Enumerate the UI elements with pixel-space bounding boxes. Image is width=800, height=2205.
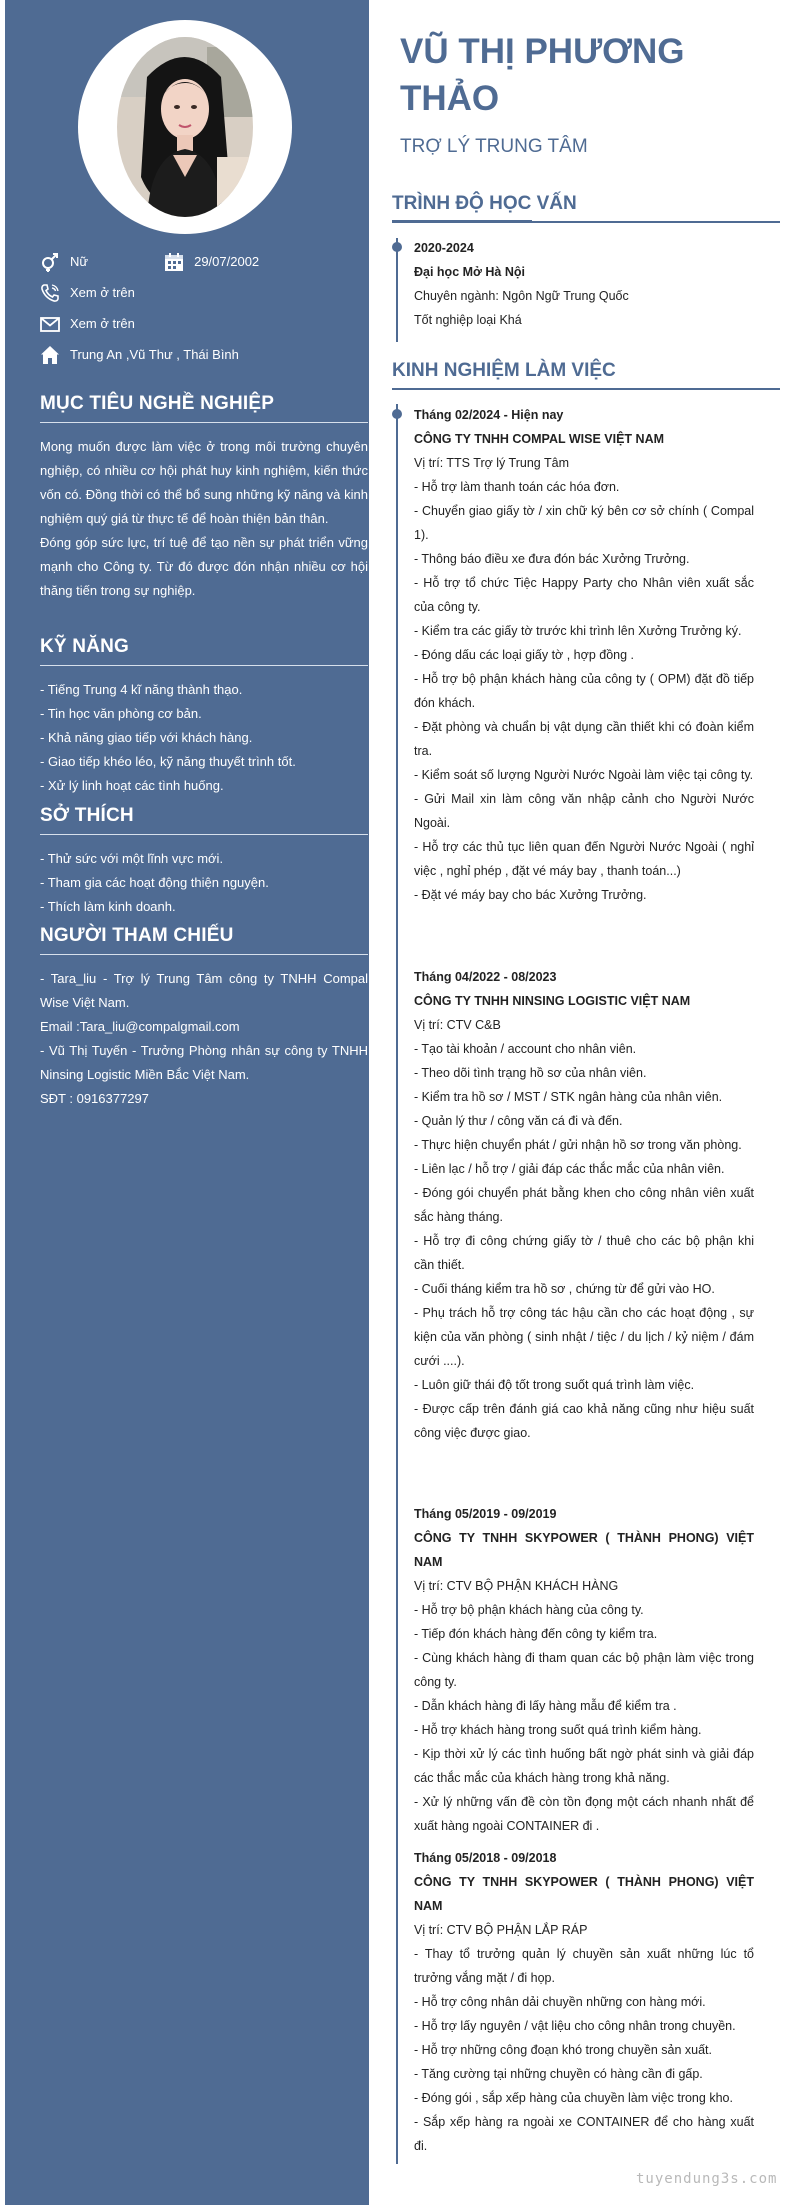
candidate-name: VŨ THỊ PHƯƠNG THẢO: [400, 32, 685, 118]
education-period: 2020-2024: [414, 241, 474, 255]
watermark: tuyendung3s.com: [636, 2171, 778, 2187]
skill-item: - Tin học văn phòng cơ bản.: [40, 706, 202, 721]
experience-period: Tháng 04/2022 - 08/2023: [414, 970, 557, 984]
experience-line: - Hỗ trợ bộ phận khách hàng của công ty ( OPM) đặt đồ tiếp đón khách.: [414, 672, 754, 710]
objective-paragraph: Mong muốn được làm việc ở trong môi trường chuyên nghiệp, có nhiều cơ hội phát huy kinh nghiệm, kiến thức vốn có. Đồng thời có thể bổ sung những kỹ năng và kinh nghiệm quý giá từ thực tế để hoàn thiện bản thân.: [40, 439, 368, 526]
education-title: TRÌNH ĐỘ HỌC VẤN: [392, 193, 780, 223]
skill-item: - Khả năng giao tiếp với khách hàng.: [40, 730, 253, 745]
experience-line: - Quản lý thư / công văn cá đi và đến.: [414, 1114, 623, 1128]
experience-period: Tháng 02/2024 - Hiện nay: [414, 408, 564, 422]
experience-position: Vị trí: CTV C&B: [414, 1018, 501, 1032]
experience-line: - Hỗ trợ công nhân dải chuyền những con hàng mới.: [414, 1995, 706, 2009]
experience-line: - Hỗ trợ khách hàng trong suốt quá trình kiểm hàng.: [414, 1723, 702, 1737]
experience-line: - Kiểm tra các giấy tờ trước khi trình lên Xưởng Trưởng ký.: [414, 624, 742, 638]
phone-icon: [40, 283, 70, 303]
calendar-icon: [164, 252, 194, 272]
job-title: TRỢ LÝ TRUNG TÂM: [400, 136, 588, 157]
education-entry: [414, 236, 754, 332]
experience-line: - Phụ trách hỗ trợ công tác hậu cần cho các hoạt động , sự kiện của văn phòng ( sinh nhật / tiệc / du lịch / kỷ niệm / đám cưới ....).: [414, 1306, 754, 1368]
experience-line: - Đóng gói , sắp xếp hàng của chuyền làm việc trong kho.: [414, 2091, 733, 2105]
experience-line: - Thông báo điều xe đưa đón bác Xưởng Trưởng.: [414, 552, 690, 566]
experience-line: - Cuối tháng kiểm tra hồ sơ , chứng từ để gửi vào HO.: [414, 1282, 715, 1296]
experience-company: CÔNG TY TNHH SKYPOWER ( THÀNH PHONG) VIỆT NAM: [414, 1875, 754, 1913]
experience-line: - Chuyển giao giấy tờ / xin chữ ký bên cơ sở chính ( Compal 1).: [414, 504, 754, 542]
experience-line: - Theo dõi tình trạng hồ sơ của nhân viên.: [414, 1066, 647, 1080]
references-title: NGƯỜI THAM CHIẾU: [40, 925, 368, 955]
hobby-item: - Thích làm kinh doanh.: [40, 899, 176, 914]
timeline-line: [396, 238, 398, 342]
experience-company: CÔNG TY TNHH NINSING LOGISTIC VIỆT NAM: [414, 994, 691, 1008]
experience-line: - Tiếp đón khách hàng đến công ty kiểm tra.: [414, 1627, 658, 1641]
education-line: Chuyên ngành: Ngôn Ngữ Trung Quốc: [414, 289, 629, 303]
experience-company: CÔNG TY TNHH SKYPOWER ( THÀNH PHONG) VIỆT NAM: [414, 1531, 754, 1569]
experience-line: - Hỗ trợ những công đoạn khó trong chuyền sản xuất.: [414, 2043, 712, 2057]
experience-line: - Đặt phòng và chuẩn bị vật dụng cần thiết khi có đoàn kiểm tra.: [414, 720, 754, 758]
gender-icon: [40, 252, 70, 272]
objective-title: MỤC TIÊU NGHỀ NGHIỆP: [40, 393, 368, 423]
education-school: Đại học Mở Hà Nội: [414, 265, 525, 279]
experience-entry: [414, 403, 754, 907]
email-value: Xem ở trên: [70, 316, 135, 331]
experience-line: - Hỗ trợ làm thanh toán các hóa đơn.: [414, 480, 620, 494]
experience-line: - Thay tổ trưởng quản lý chuyền sản xuất những lúc tổ trưởng vắng mặt / đi họp.: [414, 1947, 754, 1985]
avatar-frame: [78, 20, 292, 234]
experience-entry: [414, 965, 754, 1445]
address-value: Trung An ,Vũ Thư , Thái Bình: [70, 347, 239, 362]
mail-icon: [40, 314, 70, 334]
experience-line: - Cùng khách hàng đi tham quan các bộ phận làm việc trong công ty.: [414, 1651, 754, 1689]
skills-section: [40, 636, 368, 798]
experience-line: - Tạo tài khoản / account cho nhân viên.: [414, 1042, 637, 1056]
experience-line: - Thực hiện chuyển phát / gửi nhận hồ sơ trong văn phòng.: [414, 1138, 742, 1152]
experience-line: - Liên lạc / hỗ trợ / giải đáp các thắc mắc của nhân viên.: [414, 1162, 725, 1176]
experience-line: - Hỗ trợ tổ chức Tiệc Happy Party cho Nhân viên xuất sắc của công ty.: [414, 576, 754, 614]
sidebar: [5, 0, 369, 2205]
reference-line: - Tara_liu - Trợ lý Trung Tâm công ty TNHH Compal Wise Việt Nam.: [40, 971, 368, 1010]
objective-section: [40, 393, 368, 603]
reference-email: Email :Tara_liu@compalgmail.com: [40, 1019, 240, 1034]
timeline-dot: [392, 409, 402, 419]
experience-line: - Kiểm tra hồ sơ / MST / STK ngân hàng của nhân viên.: [414, 1090, 723, 1104]
experience-entry: [414, 1502, 754, 1838]
experience-line: - Đóng dấu các loại giấy tờ , hợp đồng .: [414, 648, 634, 662]
experience-line: - Hỗ trợ các thủ tục liên quan đến Người Nước Ngoài ( nghỉ việc , nghỉ phép , đặt vé máy bay , thanh toán...): [414, 840, 754, 878]
skill-item: - Giao tiếp khéo léo, kỹ năng thuyết trình tốt.: [40, 754, 296, 769]
experience-line: - Tăng cường tại những chuyền có hàng cần đi gấp.: [414, 2067, 703, 2081]
hobby-item: - Tham gia các hoạt động thiện nguyện.: [40, 875, 269, 890]
timeline-line: [396, 404, 398, 2164]
experience-line: - Hỗ trợ lấy nguyên / vật liệu cho công nhân trong chuyền.: [414, 2019, 736, 2033]
experience-line: - Gửi Mail xin làm công văn nhập cảnh cho Người Nước Ngoài.: [414, 792, 754, 830]
gender-value: Nữ: [70, 254, 89, 269]
experience-line: - Sắp xếp hàng ra ngoài xe CONTAINER để cho hàng xuất đi.: [414, 2115, 754, 2153]
experience-position: Vị trí: CTV BỘ PHẬN LẮP RÁP: [414, 1923, 588, 1937]
timeline-dot: [392, 242, 402, 252]
skills-title: KỸ NĂNG: [40, 636, 368, 666]
experience-line: - Hỗ trợ đi công chứng giấy tờ / thuê cho các bộ phận khi cần thiết.: [414, 1234, 754, 1272]
experience-line: - Đặt vé máy bay cho bác Xưởng Trưởng.: [414, 888, 647, 902]
contact-info: [40, 246, 360, 370]
experience-position: Vị trí: CTV BỘ PHẬN KHÁCH HÀNG: [414, 1579, 619, 1593]
experience-title: KINH NGHIỆM LÀM VIỆC: [392, 360, 780, 390]
hobbies-section: [40, 805, 368, 919]
experience-company: CÔNG TY TNHH COMPAL WISE VIỆT NAM: [414, 432, 665, 446]
birthdate-value: 29/07/2002: [194, 254, 260, 269]
experience-line: - Hỗ trợ bộ phận khách hàng của công ty.: [414, 1603, 644, 1617]
experience-line: - Luôn giữ thái độ tốt trong suốt quá trình làm việc.: [414, 1378, 695, 1392]
phone-value: Xem ở trên: [70, 285, 135, 300]
skill-item: - Tiếng Trung 4 kĩ năng thành thạo.: [40, 682, 243, 697]
experience-period: Tháng 05/2019 - 09/2019: [414, 1507, 557, 1521]
experience-line: - Xử lý những vấn đề còn tồn đọng một cách nhanh nhất để xuất hàng ngoài CONTAINER đi .: [414, 1795, 754, 1833]
experience-line: - Kịp thời xử lý các tình huống bất ngờ phát sinh và giải đáp các thắc mắc của khách hàng trong khả năng.: [414, 1747, 754, 1785]
home-icon: [40, 345, 70, 365]
experience-line: - Đóng gói chuyển phát bằng khen cho công nhân viên xuất sắc hàng tháng.: [414, 1186, 754, 1224]
experience-line: - Được cấp trên đánh giá cao khả năng cũng như hiệu suất công việc được giao.: [414, 1402, 754, 1440]
hobbies-title: SỞ THÍCH: [40, 805, 368, 835]
experience-line: - Kiểm soát số lượng Người Nước Ngoài làm việc tại công ty.: [414, 768, 754, 782]
avatar: [117, 37, 253, 217]
education-line: Tốt nghiệp loại Khá: [414, 313, 522, 327]
skill-item: - Xử lý linh hoạt các tình huống.: [40, 778, 224, 793]
reference-line: - Vũ Thị Tuyến - Trưởng Phòng nhân sự công ty TNHH Ninsing Logistic Miền Bắc Việt Nam.: [40, 1043, 368, 1082]
experience-period: Tháng 05/2018 - 09/2018: [414, 1851, 557, 1865]
references-section: [40, 925, 368, 1111]
objective-paragraph: Đóng góp sức lực, trí tuệ để tạo nền sự phát triển vững mạnh cho Công ty. Từ đó được đón nhận nhiều cơ hội thăng tiến trong sự nghiệp.: [40, 535, 368, 598]
reference-phone: SĐT : 0916377297: [40, 1091, 149, 1106]
experience-entry: [414, 1846, 754, 2158]
hobby-item: - Thử sức với một lĩnh vực mới.: [40, 851, 224, 866]
experience-line: - Dẫn khách hàng đi lấy hàng mẫu để kiểm tra .: [414, 1699, 677, 1713]
experience-position: Vị trí: TTS Trợ lý Trung Tâm: [414, 456, 569, 470]
